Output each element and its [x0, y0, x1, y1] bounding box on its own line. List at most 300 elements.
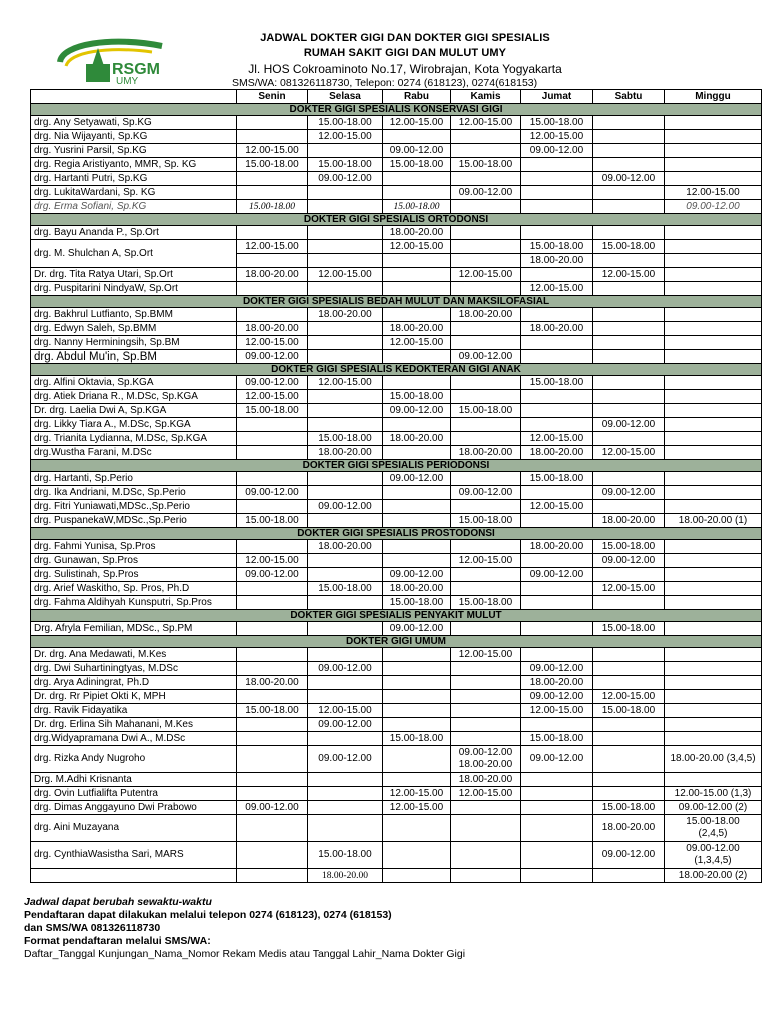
schedule-cell: 09.00-12.00 [593, 554, 665, 568]
schedule-cell [451, 676, 521, 690]
schedule-cell [593, 472, 665, 486]
schedule-cell: 18.00-20.00 [237, 268, 308, 282]
schedule-cell: 09.00-12.00 [665, 200, 762, 214]
schedule-cell [665, 254, 762, 268]
schedule-cell [308, 815, 383, 842]
doctor-row [31, 718, 762, 732]
schedule-cell [451, 322, 521, 336]
doctor-row [31, 308, 762, 322]
schedule-cell [237, 582, 308, 596]
doctor-row [31, 801, 762, 815]
schedule-cell: 15.00-18.00 [237, 404, 308, 418]
doctor-name: drg.Widyapramana Dwi A., M.DSc [31, 732, 237, 746]
schedule-cell [451, 336, 521, 350]
schedule-cell: 15.00-18.00 [593, 622, 665, 636]
schedule-cell [521, 418, 593, 432]
schedule-cell [451, 254, 521, 268]
schedule-cell: 18.00-20.00 [593, 815, 665, 842]
doctor-row [31, 268, 762, 282]
rsgm-umy-logo [52, 36, 182, 84]
doctor-name: drg. Nanny Herminingsih, Sp.BM [31, 336, 237, 350]
schedule-cell [237, 308, 308, 322]
schedule-cell [383, 554, 451, 568]
schedule-cell: 09.00-12.00 [237, 376, 308, 390]
doctor-row [31, 787, 762, 801]
doctor-name: drg. Trianita Lydianna, M.DSc, Sp.KGA [31, 432, 237, 446]
schedule-cell: 12.00-15.00 [237, 336, 308, 350]
schedule-cell [237, 690, 308, 704]
schedule-cell: 09.00-12.00 [237, 486, 308, 500]
schedule-cell [237, 432, 308, 446]
schedule-cell [593, 746, 665, 773]
schedule-cell [237, 282, 308, 296]
schedule-cell: 15.00-18.00 [383, 732, 451, 746]
schedule-cell [383, 676, 451, 690]
schedule-cell: 15.00-18.00 [237, 704, 308, 718]
schedule-cell [237, 787, 308, 801]
schedule-cell [451, 500, 521, 514]
schedule-cell [237, 500, 308, 514]
doctor-row [31, 282, 762, 296]
doctor-row [31, 336, 762, 350]
doctor-name: drg. Regia Aristiyanto, MMR, Sp. KG [31, 158, 237, 172]
schedule-cell [383, 500, 451, 514]
doctor-name: Dr. drg. Ana Medawati, M.Kes [31, 648, 237, 662]
schedule-cell [521, 158, 593, 172]
schedule-cell [521, 486, 593, 500]
schedule-cell [665, 282, 762, 296]
header-day: Jumat [521, 90, 593, 104]
header-name [31, 90, 237, 104]
schedule-cell [383, 282, 451, 296]
schedule-cell [593, 350, 665, 364]
schedule-cell: 12.00-15.00 [521, 282, 593, 296]
doctor-row [31, 676, 762, 690]
footer-note: Jadwal dapat berubah sewaktu-waktu [24, 896, 212, 908]
schedule-cell: 18.00-20.00 [451, 446, 521, 460]
schedule-cell [593, 376, 665, 390]
schedule-cell [308, 773, 383, 787]
hospital-address: Jl. HOS Cokroaminoto No.17, Wirobrajan, Kota Yogyakarta [248, 62, 562, 76]
schedule-cell: 15.00-18.00 [451, 514, 521, 528]
schedule-cell: 09.00-12.00 [308, 662, 383, 676]
logo-rsgm-text: RSGM [112, 61, 160, 78]
schedule-cell: 15.00-18.00 [521, 240, 593, 254]
schedule-cell [521, 404, 593, 418]
schedule-cell: 18.00-20.00 [383, 582, 451, 596]
schedule-cell: 09.00-12.00 [593, 842, 665, 869]
schedule-cell: 12.00-15.00 [593, 582, 665, 596]
doctor-name: Drg. M.Adhi Krisnanta [31, 773, 237, 787]
schedule-cell [593, 404, 665, 418]
schedule-cell [665, 732, 762, 746]
schedule-cell: 12.00-15.00 [308, 376, 383, 390]
section-header-row [31, 364, 762, 376]
section-title: DOKTER GIGI SPESIALIS KONSERVASI GIGI [31, 104, 762, 116]
schedule-cell: 09.00-12.00 (1,3,4,5) [665, 842, 762, 869]
schedule-cell [451, 472, 521, 486]
schedule-cell: 09.00-12.00 [237, 350, 308, 364]
schedule-cell [383, 418, 451, 432]
schedule-cell [308, 418, 383, 432]
schedule-cell: 15.00-18.00 [451, 596, 521, 610]
schedule-cell [593, 390, 665, 404]
schedule-cell: 09.00-12.00 [451, 486, 521, 500]
schedule-cell [593, 500, 665, 514]
schedule-cell [237, 418, 308, 432]
doctor-name: drg. Dwi Suhartiningtyas, M.DSc [31, 662, 237, 676]
schedule-cell: 12.00-15.00 [237, 390, 308, 404]
schedule-cell [593, 158, 665, 172]
schedule-cell: 12.00-15.00 [308, 130, 383, 144]
schedule-table [30, 89, 762, 883]
schedule-cell [593, 648, 665, 662]
schedule-cell [451, 390, 521, 404]
schedule-cell [451, 718, 521, 732]
doctor-row [31, 690, 762, 704]
schedule-cell [593, 282, 665, 296]
schedule-cell [383, 376, 451, 390]
schedule-cell: 18.00-20.00 [383, 322, 451, 336]
section-title: DOKTER GIGI UMUM [31, 636, 762, 648]
schedule-cell [383, 746, 451, 773]
hospital-name: RUMAH SAKIT GIGI DAN MULUT UMY [303, 47, 507, 59]
schedule-cell [665, 336, 762, 350]
schedule-cell [665, 376, 762, 390]
doctor-name: drg. Atiek Driana R., M.DSc, Sp.KGA [31, 390, 237, 404]
schedule-cell [593, 144, 665, 158]
schedule-cell [383, 690, 451, 704]
logo-umy-text: UMY [116, 76, 139, 84]
schedule-cell [308, 390, 383, 404]
schedule-cell [451, 842, 521, 869]
doctor-row [31, 158, 762, 172]
doctor-row [31, 869, 762, 883]
section-header-row [31, 296, 762, 308]
schedule-cell: 12.00-15.00 [383, 801, 451, 815]
doctor-name: drg. Puspitarini NindyaW, Sp.Ort [31, 282, 237, 296]
schedule-cell [308, 787, 383, 801]
doctor-row [31, 186, 762, 200]
doctor-name: drg. Rizka Andy Nugroho [31, 746, 237, 773]
schedule-cell [308, 186, 383, 200]
schedule-cell [521, 582, 593, 596]
schedule-cell [665, 390, 762, 404]
schedule-cell: 09.00-12.00 [237, 568, 308, 582]
schedule-cell: 15.00-18.00 [593, 240, 665, 254]
header-day: Kamis [451, 90, 521, 104]
schedule-cell: 18.00-20.00 [451, 773, 521, 787]
doctor-name: drg. Dimas Anggayuno Dwi Prabowo [31, 801, 237, 815]
schedule-cell [308, 568, 383, 582]
schedule-cell: 15.00-18.00 [521, 472, 593, 486]
schedule-cell [308, 622, 383, 636]
schedule-cell: 12.00-15.00 [383, 240, 451, 254]
schedule-cell [593, 254, 665, 268]
schedule-cell [237, 596, 308, 610]
schedule-cell [237, 746, 308, 773]
schedule-cell: 09.00-12.00 [237, 801, 308, 815]
schedule-cell: 09.00-12.00 [383, 144, 451, 158]
schedule-cell [237, 869, 308, 883]
doctor-row [31, 200, 762, 214]
schedule-cell [665, 704, 762, 718]
section-header-row [31, 214, 762, 226]
schedule-cell [383, 869, 451, 883]
schedule-cell [237, 622, 308, 636]
section-title: DOKTER GIGI SPESIALIS ORTODONSI [31, 214, 762, 226]
doctor-name: drg. Arief Waskitho, Sp. Pros, Ph.D [31, 582, 237, 596]
schedule-cell [593, 432, 665, 446]
schedule-cell: 15.00-18.00 [308, 582, 383, 596]
schedule-cell [593, 676, 665, 690]
schedule-cell [237, 648, 308, 662]
schedule-cell [237, 226, 308, 240]
schedule-cell [308, 648, 383, 662]
schedule-cell [521, 648, 593, 662]
schedule-cell [521, 787, 593, 801]
schedule-cell [308, 514, 383, 528]
schedule-cell [665, 486, 762, 500]
schedule-cell [521, 308, 593, 322]
schedule-cell: 12.00-15.00 [237, 144, 308, 158]
schedule-cell: 12.00-15.00 [308, 704, 383, 718]
schedule-cell: 15.00-18.00 [521, 376, 593, 390]
header-day: Selasa [308, 90, 383, 104]
schedule-cell [521, 390, 593, 404]
schedule-cell [237, 446, 308, 460]
schedule-cell [383, 842, 451, 869]
schedule-cell [665, 418, 762, 432]
schedule-cell: 12.00-15.00 [451, 116, 521, 130]
doctor-name: drg. Erma Sofiani, Sp.KG [31, 200, 237, 214]
schedule-cell [665, 662, 762, 676]
schedule-cell [593, 130, 665, 144]
schedule-cell: 15.00-18.00 (2,4,5) [665, 815, 762, 842]
schedule-cell [665, 116, 762, 130]
schedule-cell [383, 130, 451, 144]
schedule-cell: 09.00-12.00 [451, 186, 521, 200]
schedule-cell [383, 662, 451, 676]
table-header-row [31, 90, 762, 104]
schedule-cell [237, 540, 308, 554]
doctor-name: drg. Hartanti, Sp.Perio [31, 472, 237, 486]
schedule-cell [521, 815, 593, 842]
schedule-cell [383, 540, 451, 554]
schedule-cell [308, 282, 383, 296]
schedule-cell: 12.00-15.00 [451, 787, 521, 801]
schedule-cell [383, 308, 451, 322]
doctor-name: drg. Fahmi Yunisa, Sp.Pros [31, 540, 237, 554]
section-header-row [31, 104, 762, 116]
doctor-name: Dr. drg. Laelia Dwi A, Sp.KGA [31, 404, 237, 418]
schedule-cell: 18.00-20.00 [383, 226, 451, 240]
doctor-row [31, 418, 762, 432]
schedule-cell [665, 718, 762, 732]
schedule-cell [308, 350, 383, 364]
doctor-name: drg. Likky Tiara A., M.DSc, Sp.KGA [31, 418, 237, 432]
schedule-cell: 15.00-18.00 [237, 158, 308, 172]
schedule-cell: 12.00-15.00 [451, 268, 521, 282]
doctor-row [31, 568, 762, 582]
doctor-name: drg. PuspanekaW,MDSc.,Sp.Perio [31, 514, 237, 528]
schedule-cell [383, 268, 451, 282]
schedule-cell: 12.00-15.00 [237, 554, 308, 568]
schedule-cell [451, 226, 521, 240]
schedule-cell [665, 240, 762, 254]
schedule-cell [308, 676, 383, 690]
schedule-cell: 15.00-18.00 [521, 116, 593, 130]
schedule-cell [665, 690, 762, 704]
schedule-cell [665, 226, 762, 240]
doctor-name: Dr. drg. Erlina Sih Mahanani, M.Kes [31, 718, 237, 732]
doctor-row [31, 842, 762, 869]
doctor-name: drg. CynthiaWasistha Sari, MARS [31, 842, 237, 869]
doctor-row [31, 554, 762, 568]
doctor-row [31, 662, 762, 676]
document-title: JADWAL DOKTER GIGI DAN DOKTER GIGI SPESIALIS [260, 32, 550, 44]
schedule-cell [665, 130, 762, 144]
footer-line: dan SMS/WA 081326118730 [24, 922, 161, 934]
schedule-cell [308, 254, 383, 268]
schedule-cell [383, 514, 451, 528]
schedule-cell [593, 336, 665, 350]
schedule-cell [237, 254, 308, 268]
schedule-body [31, 104, 762, 883]
schedule-cell [451, 869, 521, 883]
schedule-cell [451, 568, 521, 582]
doctor-row [31, 773, 762, 787]
schedule-cell [665, 404, 762, 418]
schedule-cell: 15.00-18.00 [593, 704, 665, 718]
schedule-cell [665, 500, 762, 514]
schedule-cell: 18.00-20.00 (1) [665, 514, 762, 528]
schedule-cell [593, 226, 665, 240]
schedule-cell [383, 773, 451, 787]
schedule-cell [665, 676, 762, 690]
schedule-cell: 15.00-18.00 [308, 116, 383, 130]
schedule-cell [593, 186, 665, 200]
schedule-cell [451, 690, 521, 704]
schedule-cell [521, 718, 593, 732]
schedule-cell [383, 718, 451, 732]
doctor-row [31, 130, 762, 144]
schedule-cell [308, 336, 383, 350]
schedule-cell: 12.00-15.00 [237, 240, 308, 254]
schedule-cell: 15.00-18.00 [237, 200, 308, 214]
schedule-cell [665, 554, 762, 568]
schedule-cell [521, 350, 593, 364]
schedule-cell: 12.00-15.00 [593, 690, 665, 704]
schedule-cell [665, 472, 762, 486]
doctor-row [31, 732, 762, 746]
schedule-cell [593, 662, 665, 676]
doctor-row [31, 472, 762, 486]
schedule-cell [593, 568, 665, 582]
schedule-cell: 09.00-12.00 [521, 690, 593, 704]
schedule-cell: 15.00-18.00 [308, 158, 383, 172]
schedule-cell [237, 186, 308, 200]
schedule-cell: 15.00-18.00 [383, 200, 451, 214]
section-header-row [31, 610, 762, 622]
schedule-cell [665, 582, 762, 596]
schedule-cell: 09.00-12.00 [308, 746, 383, 773]
schedule-cell: 09.00-12.00 [593, 172, 665, 186]
schedule-cell [521, 596, 593, 610]
doctor-name: drg. Bakhrul Lutfianto, Sp.BMM [31, 308, 237, 322]
schedule-cell [237, 130, 308, 144]
schedule-cell [521, 869, 593, 883]
schedule-cell [383, 350, 451, 364]
schedule-cell [308, 554, 383, 568]
schedule-cell: 18.00-20.00 [521, 446, 593, 460]
header-day: Minggu [665, 90, 762, 104]
schedule-cell [237, 815, 308, 842]
doctor-name: drg. Bayu Ananda P., Sp.Ort [31, 226, 237, 240]
doctor-row [31, 240, 762, 254]
schedule-cell [521, 842, 593, 869]
schedule-cell: 12.00-15.00 [521, 500, 593, 514]
schedule-cell [308, 144, 383, 158]
doctor-name: drg. Abdul Mu'in, Sp.BM [31, 350, 237, 364]
doctor-name: Dr. drg. Rr Pipiet Okti K, MPH [31, 690, 237, 704]
schedule-cell [383, 648, 451, 662]
doctor-name: drg.Wustha Farani, M.DSc [31, 446, 237, 460]
schedule-cell [665, 268, 762, 282]
schedule-cell [308, 732, 383, 746]
schedule-cell [451, 130, 521, 144]
doctor-name: drg. Ovin Lutfialifta Putentra [31, 787, 237, 801]
schedule-cell [665, 596, 762, 610]
section-header-row [31, 528, 762, 540]
schedule-cell: 09.00-12.00 [308, 172, 383, 186]
doctor-row [31, 648, 762, 662]
schedule-cell: 15.00-18.00 [383, 390, 451, 404]
doctor-row [31, 376, 762, 390]
schedule-cell [521, 622, 593, 636]
schedule-cell [237, 773, 308, 787]
schedule-cell [521, 268, 593, 282]
schedule-cell [451, 540, 521, 554]
header-day: Sabtu [593, 90, 665, 104]
doctor-row [31, 815, 762, 842]
doctor-row [31, 172, 762, 186]
schedule-cell: 18.00-20.00 [308, 446, 383, 460]
schedule-cell [665, 144, 762, 158]
schedule-cell [451, 801, 521, 815]
schedule-cell [383, 186, 451, 200]
doctor-name: Dr. drg. Tita Ratya Utari, Sp.Ort [31, 268, 237, 282]
schedule-cell: 09.00-12.00 [451, 350, 521, 364]
schedule-cell: 18.00-20.00 [308, 540, 383, 554]
schedule-cell [521, 226, 593, 240]
schedule-cell [308, 690, 383, 704]
schedule-cell [308, 596, 383, 610]
schedule-cell [451, 282, 521, 296]
schedule-cell [383, 172, 451, 186]
schedule-cell [308, 486, 383, 500]
schedule-cell [451, 622, 521, 636]
schedule-cell: 09.00-12.00 [593, 418, 665, 432]
schedule-cell [665, 568, 762, 582]
schedule-cell: 09.00-12.00 (2) [665, 801, 762, 815]
schedule-cell: 09.00-12.00 [383, 404, 451, 418]
doctor-row [31, 746, 762, 773]
hospital-contact: SMS/WA: 081326118730, Telepon: 0274 (618123), 0274(618153) [232, 77, 538, 89]
schedule-cell [521, 200, 593, 214]
doctor-name: drg. Alfini Oktavia, Sp.KGA [31, 376, 237, 390]
schedule-cell [665, 308, 762, 322]
